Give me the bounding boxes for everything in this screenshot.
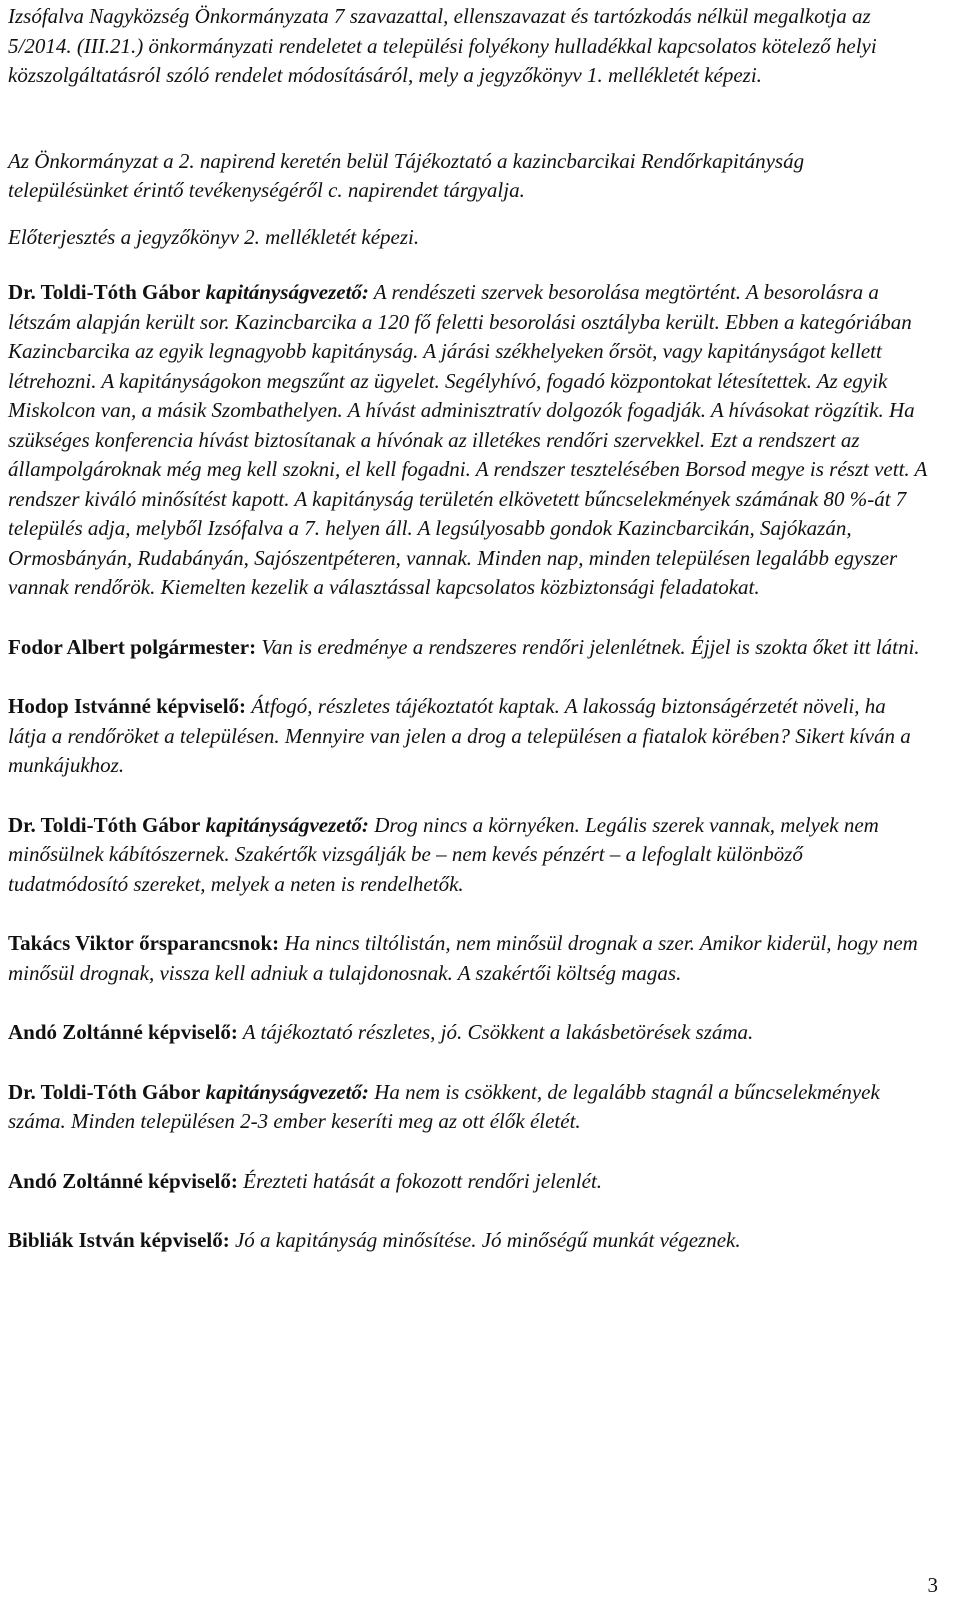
speech-block	[8, 1018, 928, 1048]
speaker-role: polgármester:	[130, 634, 257, 659]
speaker-role: kapitányságvezető:	[205, 280, 369, 304]
proposal-note: Előterjesztés a jegyzőkönyv 2. mellékletét képezi.	[8, 224, 420, 249]
spacer	[8, 603, 928, 633]
speech-text: Átfogó, részletes tájékoztatót kaptak. A lakosság biztonságérzetét növeli, ha látja a rendőröket a településen. Mennyire van jelen a drog a településen a fiatalok körében? Sikert kíván a munkájukhoz.	[8, 694, 911, 777]
speech-block	[8, 811, 928, 900]
speaker-role: képviselő:	[139, 1228, 230, 1252]
resolution-paragraph: Izsófalva Nagyközség Önkormányzata 7 szavazattal, ellenszavazat és tartózkodás nélkül megalkotja az 5/2014. (III.21.) önkormányzati rendeletet a települési folyékony hulladékkal kapcsolatos kötelező helyi közszolgáltatásról szóló rendelet módosításáról, mely a jegyzőkönyv 1. mellékletét képezi.	[8, 4, 877, 87]
speech-text: Van is eredménye a rendszeres rendőri jelenlétnek. Éjjel is szokta őket itt látni.	[256, 634, 920, 659]
speaker-role: képviselő:	[148, 1168, 238, 1193]
speaker-role: őrsparancsnok:	[139, 931, 280, 955]
page-number: 3	[927, 1573, 938, 1597]
speaker-name: Dr. Toldi-Tóth Gábor	[8, 280, 201, 304]
speaker-name: Hodop Istvánné	[8, 694, 151, 718]
spacer	[8, 1048, 928, 1078]
speaker-name: Takács Viktor	[8, 931, 134, 955]
speech-text: Érezteti hatását a fokozott rendőri jelenlét.	[237, 1168, 603, 1193]
speech-block	[8, 692, 928, 781]
speech-text: Drog nincs a környéken. Legális szerek vannak, melyek nem minősülnek kábítószernek. Szakértők vizsgálják be – nem kevés pénzért – a lefoglalt különböző tudatmódosító szereket, melyek a neten is rendelhetők.	[8, 812, 879, 896]
speaker-name: Andó Zoltánné	[8, 1168, 143, 1193]
speaker-name: Andó Zoltánné	[8, 1020, 143, 1044]
speaker-name: Dr. Toldi-Tóth Gábor	[8, 1079, 201, 1104]
speech-block	[8, 929, 928, 988]
speech-text: Ha nem is csökkent, de legalább stagnál a bűncselekmények száma. Minden településen 2-3 ember keseríti meg az ott élők életét.	[8, 1079, 880, 1133]
agenda-paragraph: Az Önkormányzat a 2. napirend keretén belül Tájékoztató a kazincbarcikai Rendőrkapitányság településünket érintő tevékenységéről c. napirendet tárgyalja.	[8, 148, 805, 202]
spacer	[8, 1196, 928, 1226]
speaker-role: képviselő:	[148, 1020, 238, 1044]
spacer	[8, 899, 928, 929]
speech-text: Ha nincs tiltólistán, nem minősül drognak a szer. Amikor kiderül, hogy nem minősül drognak, vissza kell adniuk a tulajdonosnak. A szakértői költség magas.	[8, 931, 918, 985]
speech-block	[8, 1078, 928, 1137]
speech-text: Jó a kapitányság minősítése. Jó minőségű munkát végeznek.	[229, 1228, 741, 1252]
document-page	[8, 0, 928, 1256]
speaker-role: kapitányságvezető:	[205, 812, 369, 837]
speaker-name: Bibliák István	[8, 1228, 135, 1252]
spacer	[8, 91, 928, 147]
speaker-role: kapitányságvezető:	[205, 1079, 369, 1104]
spacer	[8, 252, 928, 278]
speech-block	[8, 1226, 928, 1256]
speech-block	[8, 633, 928, 663]
spacer	[8, 781, 928, 811]
speech-block	[8, 278, 928, 603]
spacer	[8, 988, 928, 1018]
speaker-name: Fodor Albert	[8, 634, 125, 659]
spacer	[8, 206, 928, 223]
speaker-name: Dr. Toldi-Tóth Gábor	[8, 812, 201, 837]
spacer	[8, 1137, 928, 1167]
spacer	[8, 662, 928, 692]
speech-block	[8, 1167, 928, 1197]
speech-text: A rendészeti szervek besorolása megtörtént. A besorolásra a létszám alapján került sor. Kazincbarcika a 120 fő feletti besorolási osztályba került. Ebben a kategóriában Kazincbarcika az egyik legnagyobb kapitányság. A járási székhelyeken őrsöt, vagy kapitányságot kellett létrehozni. A kapitányságokon megszűnt az ügyelet. Segélyhívó, fogadó központokat létesítettek. Az egyik Miskolcon van, a másik Szombathelyen. A hívást adminisztratív dolgozók fogadják. A hívásokat rögzítik. Ha szükséges konferencia hívást biztosítanak a hívónak az illetékes rendőri szervekkel. Ezt a rendszert az állampolgároknak még meg kell szokni, el kell fogadni. A rendszer tesztelésében Borsod megye is részt vett. A rendszer kiváló minősítést kapott. A kapitányság területén elkövetett bűncselekmények számának 80 %-át 7 település adja, melyből Izsófalva a 7. helyen áll. A legsúlyosabb gondok Kazincbarcikán, Sajókazán, Ormosbányán, Rudabányán, Sajószentpéteren, vannak. Minden nap, minden településen legalább egyszer vannak rendőrök. Kiemelten kezelik a választással kapcsolatos közbiztonsági feladatokat.	[8, 280, 927, 599]
speech-text: A tájékoztató részletes, jó. Csökkent a lakásbetörések száma.	[237, 1020, 754, 1044]
speaker-role: képviselő:	[156, 694, 247, 718]
